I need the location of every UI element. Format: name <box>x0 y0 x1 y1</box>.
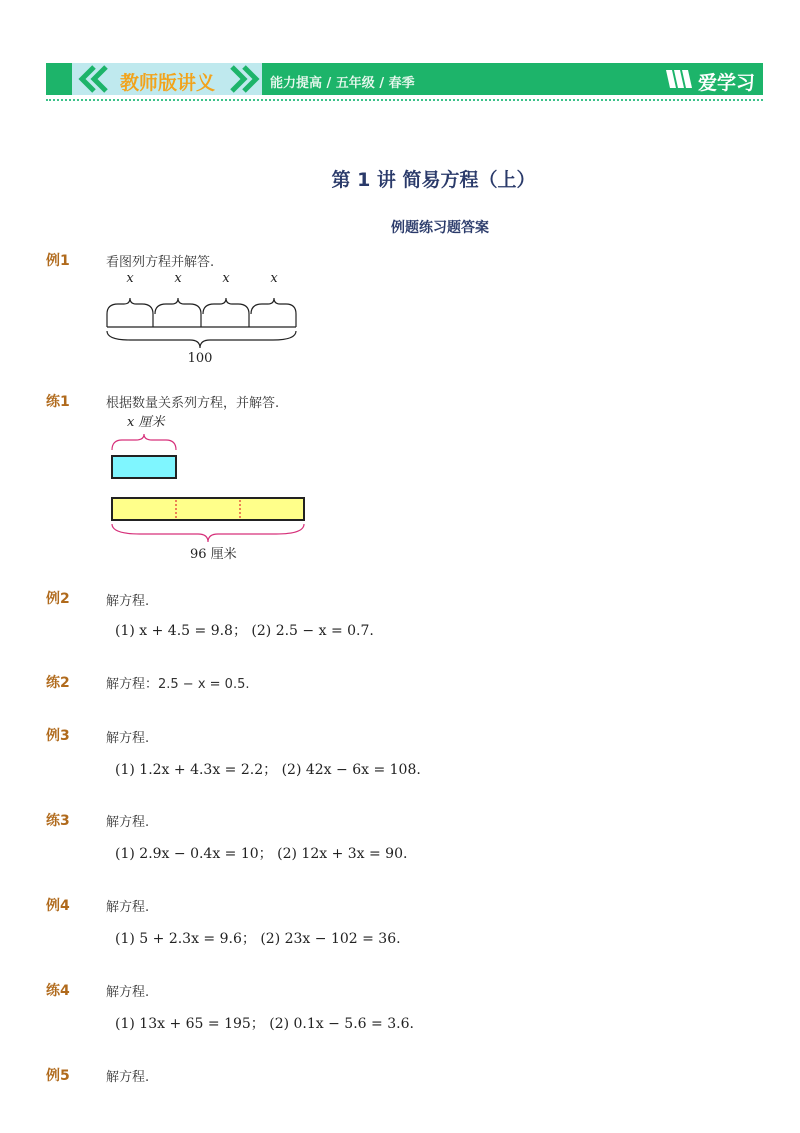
problem-label: 练3 <box>46 813 70 829</box>
problem-stem: 解方程. <box>106 900 150 915</box>
segment-total-label: 100 <box>187 351 213 366</box>
breadcrumb: 能力提高 / 五年级 / 春季 <box>270 76 415 91</box>
header-divider <box>46 99 763 101</box>
segment-x-label: x <box>174 271 182 286</box>
brand-logo-icon <box>664 66 696 92</box>
problem-stem: 解方程. <box>106 731 150 746</box>
header-title: 教师版讲义 <box>120 72 216 94</box>
segment-x-label: x <box>222 271 230 286</box>
problem-stem: 解方程. <box>106 815 150 830</box>
short-bar-label: x 厘米 <box>127 415 165 430</box>
problem-stem: 解方程. <box>106 594 150 609</box>
equation-line: (1) x + 4.5 = 9.8； (2) 2.5 − x = 0.7. <box>115 623 374 639</box>
problem-label: 例1 <box>46 253 70 269</box>
problem-stem: 根据数量关系列方程，并解答. <box>106 396 280 411</box>
problem-label: 例4 <box>46 898 70 914</box>
brand-name: 爱学习 <box>698 72 756 94</box>
bar-diagram <box>100 410 320 568</box>
section-title: 例题练习题答案 <box>391 220 489 236</box>
lesson-title: 第 1 讲 简易方程（上） <box>331 169 536 191</box>
segment-diagram <box>100 268 310 368</box>
problem-stem: 解方程. <box>106 1070 150 1085</box>
problem-label: 练1 <box>46 394 70 410</box>
problem-label: 例3 <box>46 728 70 744</box>
equation-line: (1) 2.9x − 0.4x = 10； (2) 12x + 3x = 90. <box>115 846 408 862</box>
equation-line: (1) 5 + 2.3x = 9.6； (2) 23x − 102 = 36. <box>115 931 401 947</box>
segment-x-label: x <box>126 271 134 286</box>
segment-x-label: x <box>270 271 278 286</box>
problem-stem: 解方程：2.5 − x = 0.5. <box>106 677 250 692</box>
long-bar <box>112 498 304 520</box>
problem-stem: 解方程. <box>106 985 150 1000</box>
problem-label: 练4 <box>46 983 70 999</box>
long-bar-label: 96 厘米 <box>190 547 237 562</box>
problem-label: 练2 <box>46 675 70 691</box>
problem-stem: 看图列方程并解答. <box>106 255 215 270</box>
equation-line: (1) 1.2x + 4.3x = 2.2； (2) 42x − 6x = 108. <box>115 762 421 778</box>
equation-line: (1) 13x + 65 = 195； (2) 0.1x − 5.6 = 3.6. <box>115 1016 414 1032</box>
short-bar <box>112 456 176 478</box>
problem-label: 例2 <box>46 591 70 607</box>
problem-label: 例5 <box>46 1068 70 1084</box>
